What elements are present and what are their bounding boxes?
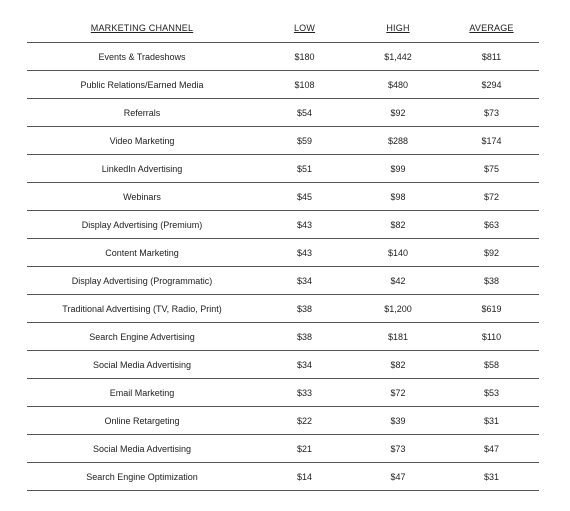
table-row xyxy=(27,463,539,491)
cell-average: $53 xyxy=(444,379,539,407)
cell-low: $34 xyxy=(257,351,352,379)
table-row xyxy=(27,211,539,239)
cell-high: $140 xyxy=(352,239,444,267)
cell-channel: Display Advertising (Programmatic) xyxy=(27,267,257,295)
cell-channel: Content Marketing xyxy=(27,239,257,267)
table-row xyxy=(27,351,539,379)
table-row xyxy=(27,323,539,351)
cell-low: $43 xyxy=(257,211,352,239)
cell-high: $47 xyxy=(352,463,444,491)
cell-channel: Email Marketing xyxy=(27,379,257,407)
cell-channel: Social Media Advertising xyxy=(27,435,257,463)
cell-average: $31 xyxy=(444,407,539,435)
cell-channel: Online Retargeting xyxy=(27,407,257,435)
cell-high: $39 xyxy=(352,407,444,435)
table-row xyxy=(27,43,539,71)
cell-average: $174 xyxy=(444,127,539,155)
cell-channel: Search Engine Optimization xyxy=(27,463,257,491)
table-row xyxy=(27,239,539,267)
cell-average: $811 xyxy=(444,43,539,71)
header-average: AVERAGE xyxy=(444,14,539,43)
cell-low: $54 xyxy=(257,99,352,127)
cell-average: $72 xyxy=(444,183,539,211)
cell-high: $82 xyxy=(352,351,444,379)
table-row xyxy=(27,267,539,295)
cell-average: $73 xyxy=(444,99,539,127)
cell-low: $45 xyxy=(257,183,352,211)
cell-average: $38 xyxy=(444,267,539,295)
cell-low: $34 xyxy=(257,267,352,295)
cell-channel: Display Advertising (Premium) xyxy=(27,211,257,239)
cell-high: $99 xyxy=(352,155,444,183)
cell-low: $38 xyxy=(257,295,352,323)
cell-high: $1,200 xyxy=(352,295,444,323)
cell-average: $75 xyxy=(444,155,539,183)
cell-channel: Public Relations/Earned Media xyxy=(27,71,257,99)
table-body xyxy=(27,43,539,491)
cell-channel: Webinars xyxy=(27,183,257,211)
cell-average: $63 xyxy=(444,211,539,239)
cell-high: $288 xyxy=(352,127,444,155)
cell-low: $14 xyxy=(257,463,352,491)
table-row xyxy=(27,155,539,183)
table-row xyxy=(27,127,539,155)
table-row xyxy=(27,407,539,435)
table-header xyxy=(27,14,539,43)
cell-low: $21 xyxy=(257,435,352,463)
cell-average: $110 xyxy=(444,323,539,351)
cell-high: $1,442 xyxy=(352,43,444,71)
cell-average: $92 xyxy=(444,239,539,267)
cost-table-container xyxy=(27,14,539,491)
table-row xyxy=(27,99,539,127)
header-marketing-channel: MARKETING CHANNEL xyxy=(27,14,257,43)
cell-high: $98 xyxy=(352,183,444,211)
cell-high: $480 xyxy=(352,71,444,99)
table-row xyxy=(27,435,539,463)
cell-low: $43 xyxy=(257,239,352,267)
cell-high: $82 xyxy=(352,211,444,239)
cell-average: $58 xyxy=(444,351,539,379)
cell-average: $47 xyxy=(444,435,539,463)
cell-low: $38 xyxy=(257,323,352,351)
marketing-cost-table xyxy=(27,14,539,491)
cell-average: $294 xyxy=(444,71,539,99)
table-row xyxy=(27,183,539,211)
header-high: HIGH xyxy=(352,14,444,43)
cell-channel: Events & Tradeshows xyxy=(27,43,257,71)
cell-channel: Social Media Advertising xyxy=(27,351,257,379)
cell-low: $108 xyxy=(257,71,352,99)
table-row xyxy=(27,295,539,323)
cell-average: $619 xyxy=(444,295,539,323)
cell-channel: Search Engine Advertising xyxy=(27,323,257,351)
cell-high: $73 xyxy=(352,435,444,463)
cell-low: $22 xyxy=(257,407,352,435)
cell-high: $181 xyxy=(352,323,444,351)
cell-channel: LinkedIn Advertising xyxy=(27,155,257,183)
cell-low: $180 xyxy=(257,43,352,71)
cell-low: $59 xyxy=(257,127,352,155)
table-row xyxy=(27,379,539,407)
cell-channel: Video Marketing xyxy=(27,127,257,155)
cell-high: $92 xyxy=(352,99,444,127)
cell-average: $31 xyxy=(444,463,539,491)
header-row xyxy=(27,14,539,43)
table-row xyxy=(27,71,539,99)
cell-high: $72 xyxy=(352,379,444,407)
cell-low: $51 xyxy=(257,155,352,183)
cell-high: $42 xyxy=(352,267,444,295)
cell-low: $33 xyxy=(257,379,352,407)
header-low: LOW xyxy=(257,14,352,43)
cell-channel: Traditional Advertising (TV, Radio, Print) xyxy=(27,295,257,323)
cell-channel: Referrals xyxy=(27,99,257,127)
